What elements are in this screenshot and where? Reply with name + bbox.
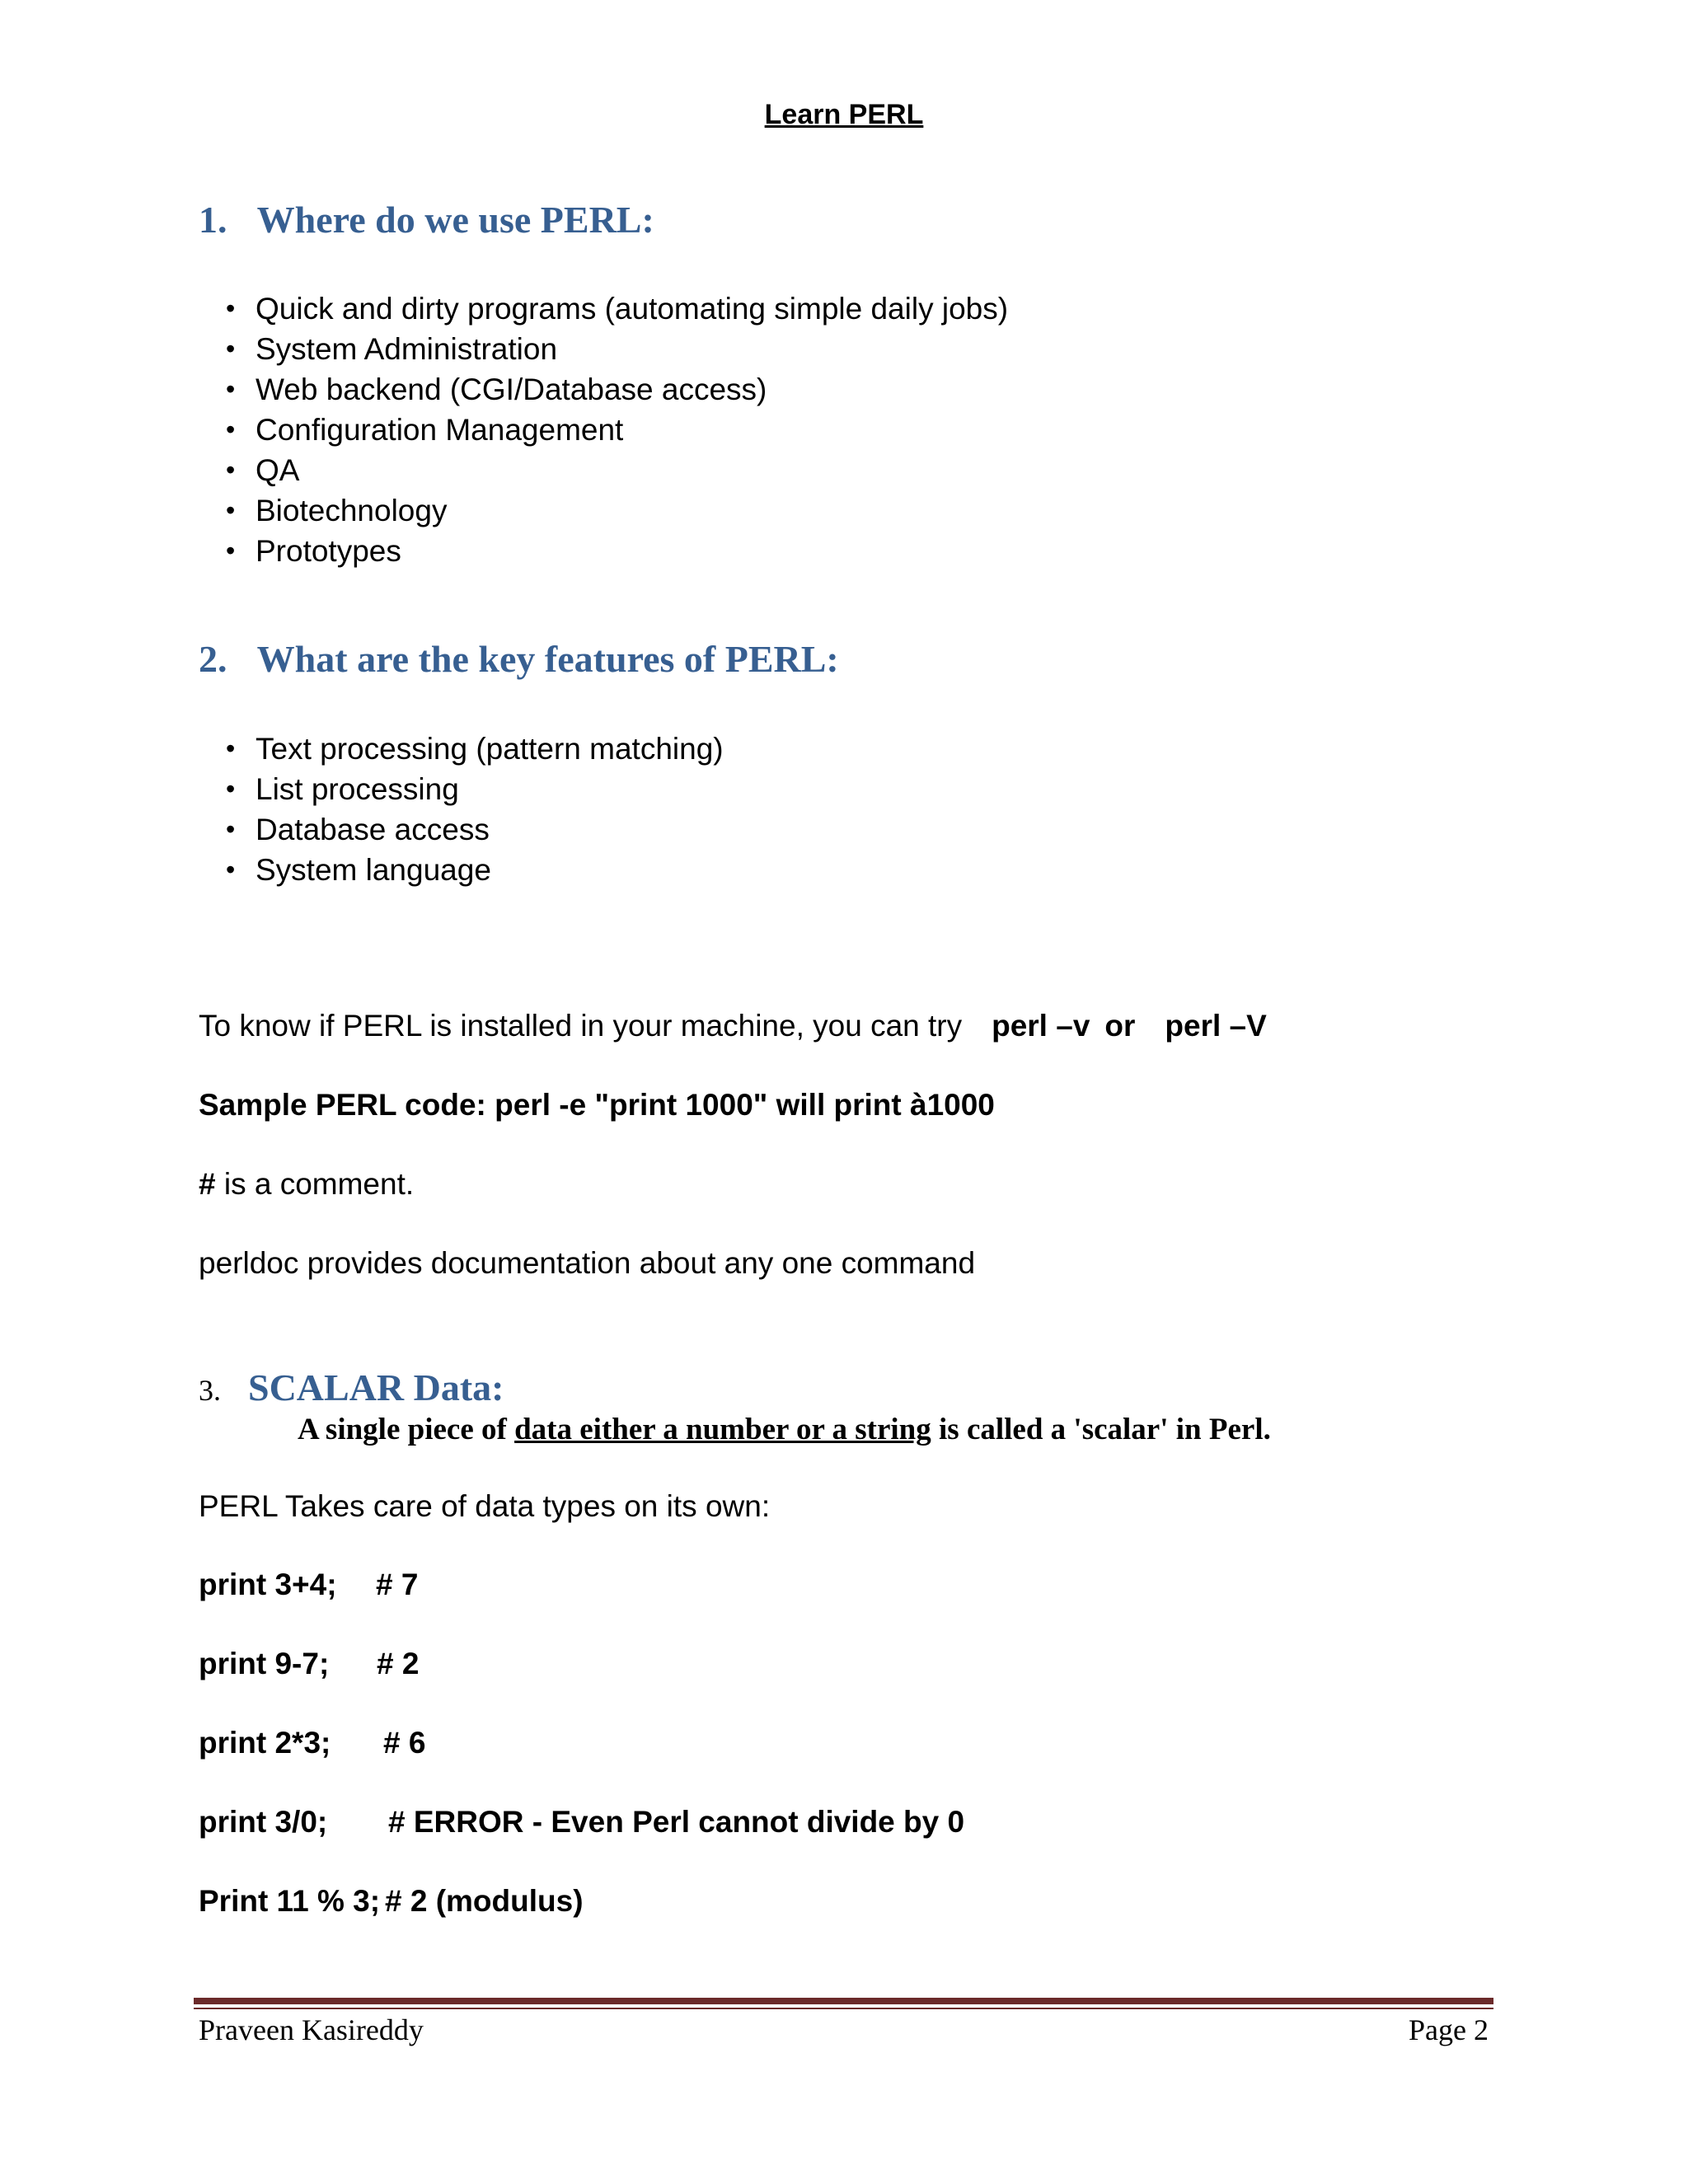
section-2-number: 2. <box>199 638 227 680</box>
list-item: • Quick and dirty programs (automating simple daily jobs) <box>256 288 1008 329</box>
sample-code-line: Sample PERL code: perl -e "print 1000" will print à1000 <box>199 1088 995 1122</box>
section-1-heading <box>199 198 654 241</box>
install-text: To know if PERL is installed in your machine, you can try <box>199 1009 963 1043</box>
list-item: • Web backend (CGI/Database access) <box>256 369 1008 410</box>
bullet-icon: • <box>226 374 236 404</box>
section-3-number: 3. <box>199 1374 221 1407</box>
scalar-definition <box>298 1412 1271 1447</box>
section-2-title: What are the key features of PERL: <box>256 638 839 680</box>
scalar-definition-pre: A single piece of <box>298 1413 515 1446</box>
comment-line <box>199 1167 414 1202</box>
comment-text: is a comment. <box>215 1167 415 1201</box>
list-item: • System Administration <box>256 329 1008 369</box>
bullet-icon: • <box>226 293 236 323</box>
bullet-icon: • <box>226 536 236 565</box>
bullet-icon: • <box>226 855 236 884</box>
section-2-heading <box>199 637 839 681</box>
section-1-list <box>226 288 1009 571</box>
list-item: • Configuration Management <box>256 410 1008 450</box>
section-3-title: SCALAR Data: <box>248 1366 504 1408</box>
section-1-title: Where do we use PERL: <box>256 199 654 241</box>
page-title: Learn PERL <box>764 99 924 130</box>
scalar-definition-underlined: data either a number or a string <box>514 1413 931 1446</box>
datatypes-line: PERL Takes care of data types on its own: <box>199 1489 771 1523</box>
section-1-number: 1. <box>199 199 227 241</box>
list-item: • Biotechnology <box>256 490 1008 531</box>
list-item: • Prototypes <box>256 531 1008 571</box>
section-3-heading <box>199 1366 504 1409</box>
list-item: • System language <box>256 850 724 890</box>
footer-page-number: Page 2 <box>1409 2013 1489 2046</box>
footer-rule <box>194 1998 1493 2004</box>
install-or: or <box>1104 1009 1136 1043</box>
install-paragraph <box>199 1009 1267 1043</box>
perldoc-line: perldoc provides documentation about any one command <box>199 1246 976 1280</box>
bullet-icon: • <box>226 774 236 804</box>
list-item: • Text processing (pattern matching) <box>256 729 724 769</box>
bullet-icon: • <box>226 455 236 485</box>
bullet-icon: • <box>226 733 236 763</box>
section-2-list <box>226 729 724 890</box>
bullet-icon: • <box>226 415 236 444</box>
install-cmd-lowercase: perl –v <box>992 1009 1090 1043</box>
scalar-definition-post: is called a 'scalar' in Perl. <box>931 1413 1271 1446</box>
code-line: print 3+4; # 7 <box>199 1568 419 1601</box>
bullet-icon: • <box>226 334 236 363</box>
install-cmd-uppercase: perl –V <box>1165 1009 1267 1043</box>
code-line: print 2*3; # 6 <box>199 1726 426 1760</box>
footer-author: Praveen Kasireddy <box>199 2013 424 2046</box>
code-line: print 9-7; # 2 <box>199 1647 420 1680</box>
comment-hash: # <box>199 1167 216 1201</box>
bullet-icon: • <box>226 814 236 844</box>
list-item: • List processing <box>256 769 724 809</box>
code-line: print 3/0; # ERROR - Even Perl cannot divide by 0 <box>199 1805 965 1839</box>
list-item: • QA <box>256 450 1008 490</box>
bullet-icon: • <box>226 495 236 525</box>
footer-rule-thin <box>194 2008 1493 2009</box>
code-line: Print 11 % 3; # 2 (modulus) <box>199 1884 584 1918</box>
list-item: • Database access <box>256 809 724 850</box>
